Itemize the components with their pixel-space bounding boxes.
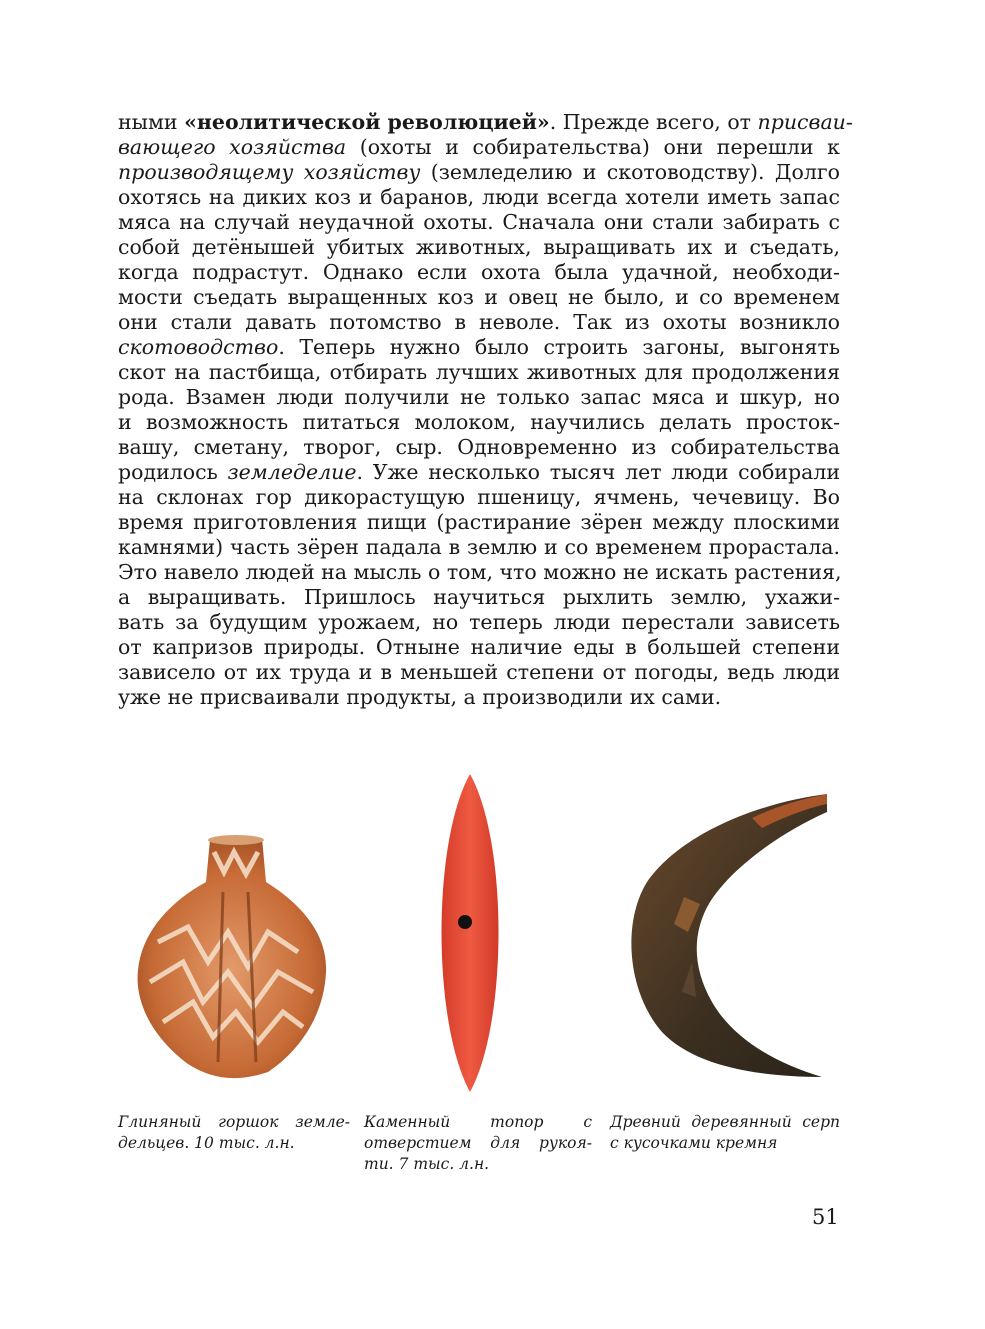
text-line [118,310,840,335]
bold-term: «неолитической революцией» [184,110,550,134]
italic-term: скотоводство [118,335,279,359]
text-run: . Теперь нужно было строить загоны, выгонять [278,335,840,359]
clay-pot-caption [118,1112,350,1154]
text-line [118,210,840,235]
caption-line: Каменный топор с [364,1113,592,1131]
text-run: камнями) часть зёрен падала в землю и со временем прорастала. [118,535,840,559]
stone-axe-image [430,772,510,1094]
text-run: . Уже несколько тысяч лет люди собирали [356,460,841,484]
caption-line: Древний деревянный серп [610,1113,840,1131]
text-line [118,260,840,285]
text-line [118,285,840,310]
text-line [118,185,840,210]
text-line [118,435,840,460]
text-line [118,385,840,410]
text-run: они стали давать потомство в неволе. Так из охоты возникло [118,310,840,334]
text-run: рода. Взамен люди получили не только запас мяса и шкур, но [118,385,840,409]
text-run: время приготовления пищи (растирание зёрен между плоскими [118,510,840,534]
text-line [118,335,840,360]
text-run: от капризов природы. Отныне наличие еды в большей степени [118,635,840,659]
text-run: вать за будущим урожаем, но теперь люди перестали зависеть [118,610,840,634]
text-run: мости съедать выращенных коз и овец не было, и со временем [118,285,840,309]
caption-line: с кусочками кремня [610,1134,778,1152]
text-line [118,585,840,610]
text-run: ными [118,110,185,134]
italic-term: земледелие [227,460,357,484]
text-line [118,560,840,585]
text-run: мяса на случай неудачной охоты. Сначала они стали забирать с [118,210,840,234]
caption-line: ти. 7 тыс. л.н. [364,1155,490,1173]
text-run: Это навело людей на мысль о том, что можно не искать растения, [118,560,842,584]
text-run: (охоты и собирательства) они перешли к [346,135,840,159]
text-run: а выращивать. Пришлось научиться рыхлить землю, ухажи- [118,585,840,609]
caption-line: отверстием для рукоя- [364,1134,592,1152]
text-run: скот на пастбища, отбирать лучших животных для продолжения [118,360,840,384]
text-line [118,510,840,535]
sickle-caption [610,1112,840,1154]
caption-line: дельцев. 10 тыс. л.н. [118,1134,295,1152]
text-run: на склонах гор дикорастущую пшеницу, ячмень, чечевицу. Во [118,485,840,509]
italic-term: вающего хозяйства [118,135,347,159]
page-number: 51 [812,1205,839,1229]
text-run: уже не присваивали продукты, а производили их сами. [118,685,722,709]
text-line [118,660,840,685]
text-line [118,610,840,635]
caption-line: Глиняный горшок земле- [118,1113,350,1131]
text-run: вашу, сметану, творог, сыр. Одновременно из собирательства [118,435,840,459]
text-line [118,535,840,560]
text-run: (земледелию и скотоводству). Долго [420,160,840,184]
italic-term: присваи- [757,110,853,134]
text-run: когда подрастут. Однако если охота была удачной, необходи- [118,260,840,284]
text-line [118,635,840,660]
text-run: зависело от их труда и в меньшей степени от погоды, ведь люди [118,660,840,684]
text-line [118,160,840,185]
text-line [118,135,840,160]
text-run: охотясь на диких коз и баранов, люди всегда хотели иметь запас [118,185,840,209]
text-run: и возможность питаться молоком, научились делать просток- [118,410,840,434]
text-line [118,235,840,260]
text-run: собой детёнышей убитых животных, выращивать их и съедать, [118,235,840,259]
body-paragraph [118,110,853,710]
text-line [118,110,853,135]
stone-axe-caption [364,1112,592,1175]
italic-term: производящему хозяйству [118,160,421,184]
text-line [118,485,840,510]
text-run: . Прежде всего, от [549,110,758,134]
text-line [118,410,840,435]
text-line [118,360,840,385]
clay-pot-image [128,832,338,1082]
text-run: родилось [118,460,228,484]
text-line [118,685,840,710]
sickle-image [622,792,832,1082]
text-line [118,460,840,485]
